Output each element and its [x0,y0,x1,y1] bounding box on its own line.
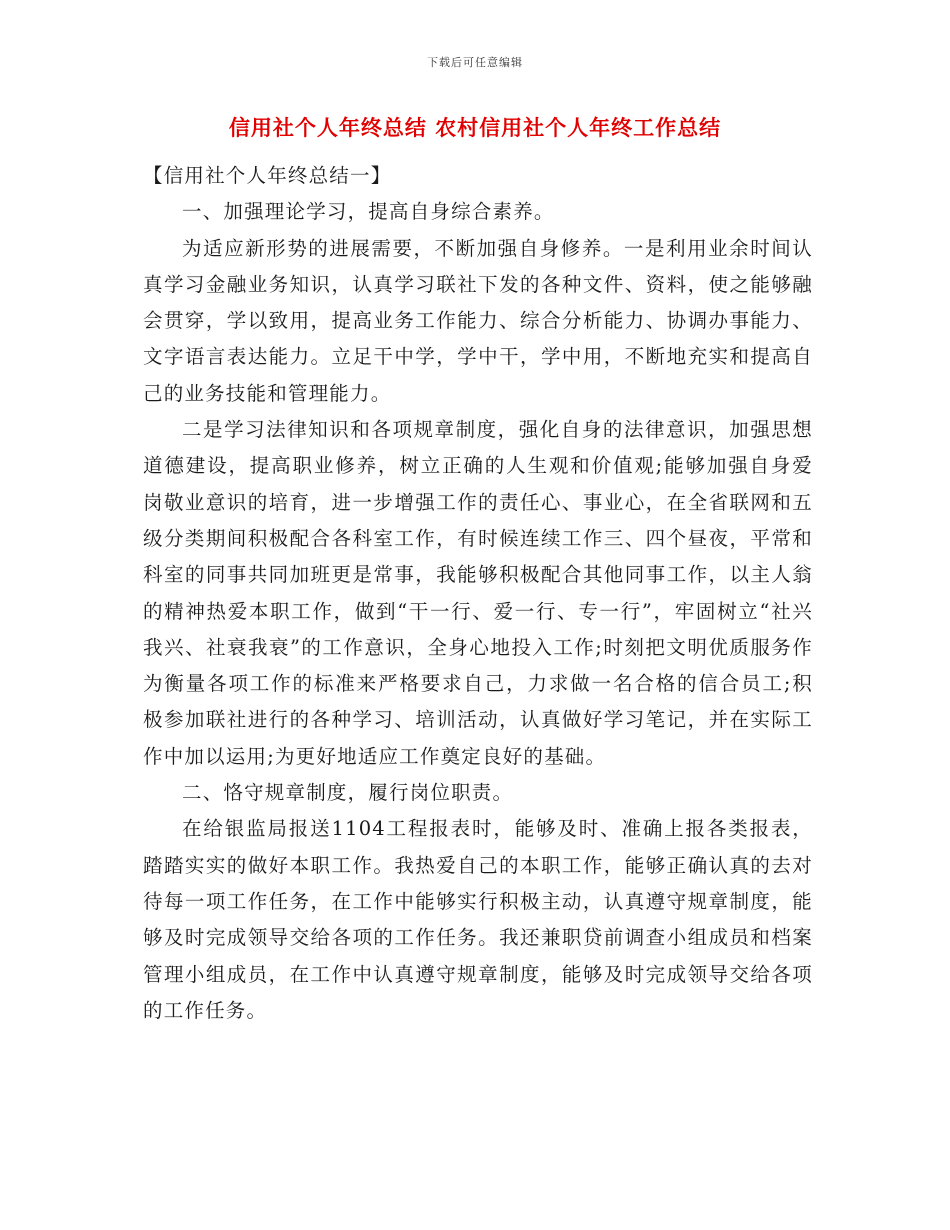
paragraph-section-heading-1: 一、加强理论学习，提高自身综合素养。 [182,200,555,224]
paragraph-3: 在给银监局报送1104工程报表时，能够及时、准确上报各类报表，踏踏实实的做好本职工作。我热爱自己的本职工作，能够正确认真的去对待每一项工作任务，在工作中能够实行积极主动，认真遵守规章制度，能够及时完成领导交给各项的工作任务。我还兼职贷前调查小组成员和档案管理小组成员，在工作中认真遵守规章制度，能够及时完成领导交给各项的工作任务。 [143,817,813,1022]
section-label: 【信用社个人年终总结一】 [143,164,392,187]
paragraph-2: 二是学习法律知识和各项规章制度，强化自身的法律意识，加强思想道德建设，提高职业修养，树立正确的人生观和价值观;能够加强自身爱岗敬业意识的培育，进一步增强工作的责任心、事业心，在全省联网和五级分类期间积极配合各科室工作，有时候连续工作三、四个昼夜，平常和科室的同事共同加班更是常事，我能够积极配合其他同事工作，以主人翁的精神热爱本职工作，做到“干一行、爱一行、专一行”，牢固树立“社兴我兴、社衰我衰”的工作意识，全身心地投入工作;时刻把文明优质服务作为衡量各项工作的标准来严格要求自己，力求做一名合格的信合员工;积极参加联社进行的各种学习、培训活动，认真做好学习笔记，并在实际工作中加以运用;为更好地适应工作奠定良好的基础。 [143,418,813,768]
document-title: 信用社个人年终总结 农村信用社个人年终工作总结 [228,116,722,140]
header-note: 下载后可任意编辑 [427,56,523,69]
paragraph-1: 为适应新形势的进展需要，不断加强自身修养。一是利用业余时间认真学习金融业务知识，认真学习联社下发的各种文件、资料，使之能够融会贯穿，学以致用，提高业务工作能力、综合分析能力、协调办事能力、文字语言表达能力。立足干中学，学中干，学中用，不断地充实和提高自己的业务技能和管理能力。 [143,236,813,405]
document-body [143,158,813,1029]
paragraph-section-heading-2: 二、恪守规章制度，履行岗位职责。 [182,781,514,805]
